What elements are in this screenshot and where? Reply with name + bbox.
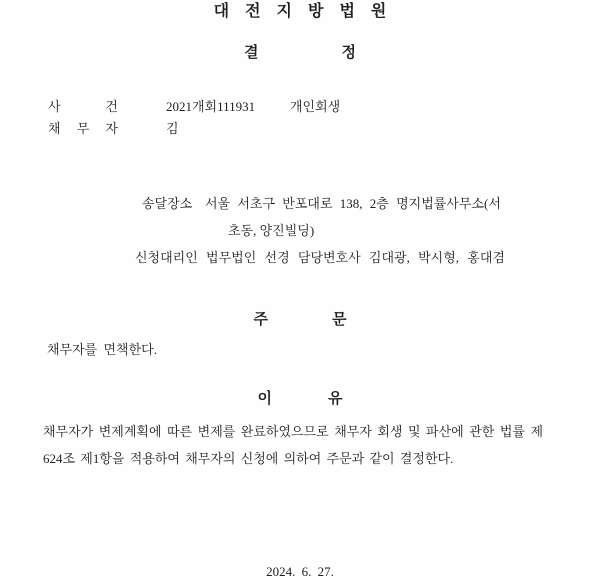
order-heading-row xyxy=(0,312,600,327)
reason-heading: 이 유 xyxy=(257,390,343,407)
order-text: 채무자를 면책한다. xyxy=(47,342,157,357)
decision-date: 2024. 6. 27. xyxy=(266,564,334,579)
reason-text: 채무자가 변제계획에 따른 변제를 완료하였으므로 채무자 회생 및 파산에 관한 법률 제624조 제1항을 적용하여 채무자의 신청에 의하여 주문과 같이 결정한다. xyxy=(43,424,543,466)
debtor-name: 김 xyxy=(166,121,179,136)
service-address-line2: 초동, 양진빌딩) xyxy=(228,223,315,238)
case-number: 2021개회111931 xyxy=(166,99,256,114)
reason-heading-row xyxy=(0,391,600,406)
representative-line: 신청대리인 법무법인 선경 담당변호사 김대광, 박시형, 홍대겸 xyxy=(135,250,505,265)
debtor-label: 채 무 자 xyxy=(48,121,118,136)
doc-type-heading: 결 정 xyxy=(244,44,356,61)
order-heading: 주 문 xyxy=(253,311,347,328)
service-address-label: 송달장소 xyxy=(142,196,193,211)
case-type: 개인회생 xyxy=(290,99,341,114)
case-label: 사 건 xyxy=(48,99,118,114)
court-name-title: 대전지방법원 xyxy=(213,3,403,20)
doc-type-heading-row xyxy=(0,45,600,60)
service-address-line1: 서울 서초구 반포대로 138, 2층 명지법률사무소(서 xyxy=(205,196,501,211)
